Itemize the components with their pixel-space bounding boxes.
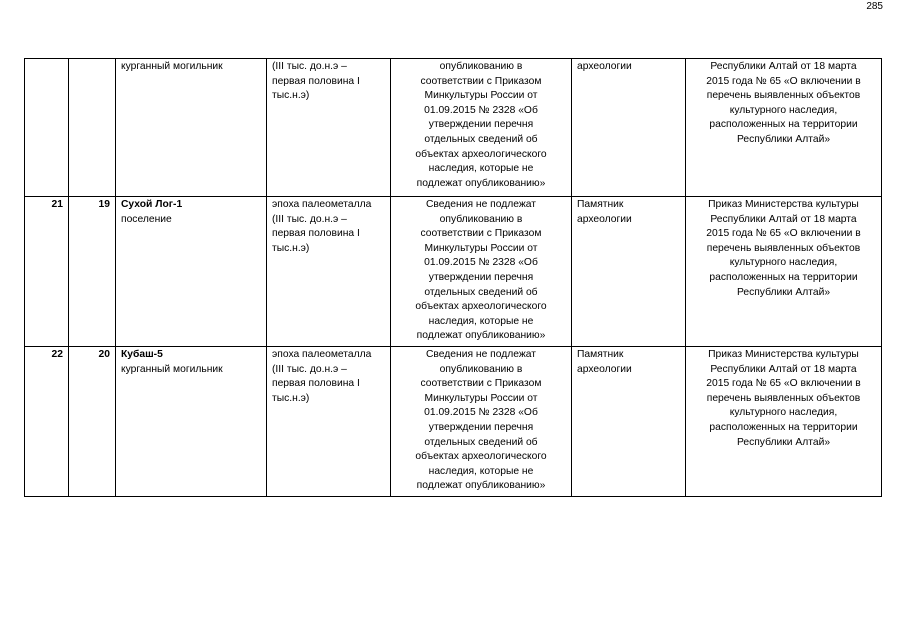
publication-cell: опубликованию в соответствии с Приказом Минкультуры России от 01.09.2015 № 2328 «Об утверждении перечня отдельных сведений об объектах археологического наследия, которые не подлежат опубликованию» bbox=[391, 59, 572, 197]
dating-cell: эпоха палеометалла (III тыс. до.н.э – первая половина I тыс.н.э) bbox=[267, 346, 391, 496]
document-cell: Приказ Министерства культуры Республики Алтай от 18 марта 2015 года № 65 «О включении в перечень выявленных объектов культурного наследия, расположенных на территории Республики Алтай» bbox=[686, 197, 882, 347]
document-cell: Приказ Министерства культуры Республики Алтай от 18 марта 2015 года № 65 «О включении в перечень выявленных объектов культурного наследия, расположенных на территории Республики Алтай» bbox=[686, 346, 882, 496]
object-name-cell bbox=[116, 346, 267, 496]
dating-cell: (III тыс. до.н.э – первая половина I тыс.н.э) bbox=[267, 59, 391, 197]
object-name-cell bbox=[116, 197, 267, 347]
object-name-cell bbox=[116, 59, 267, 197]
publication-cell: Сведения не подлежат опубликованию в соответствии с Приказом Минкультуры России от 01.09.2015 № 2328 «Об утверждении перечня отдельных сведений об объектах археологического наследия, которые не подлежат опубликованию» bbox=[391, 346, 572, 496]
table-row bbox=[25, 197, 882, 347]
publication-cell: Сведения не подлежат опубликованию в соответствии с Приказом Минкультуры России от 01.09.2015 № 2328 «Об утверждении перечня отдельных сведений об объектах археологического наследия, которые не подлежат опубликованию» bbox=[391, 197, 572, 347]
object-type: курганный могильник bbox=[121, 61, 223, 72]
category-cell: Памятник археологии bbox=[572, 197, 686, 347]
row-subnumber: 20 bbox=[69, 346, 116, 496]
row-subnumber bbox=[69, 59, 116, 197]
row-number: 22 bbox=[25, 346, 69, 496]
object-title: Кубаш-5 bbox=[121, 348, 163, 360]
dating-cell: эпоха палеометалла (III тыс. до.н.э – первая половина I тыс.н.э) bbox=[267, 197, 391, 347]
document-cell: Республики Алтай от 18 марта 2015 года № 65 «О включении в перечень выявленных объектов культурного наследия, расположенных на территории Республики Алтай» bbox=[686, 59, 882, 197]
object-title: Сухой Лог-1 bbox=[121, 199, 183, 210]
row-number: 21 bbox=[25, 197, 69, 347]
page-number: 285 bbox=[866, 1, 883, 12]
heritage-registry-table bbox=[24, 58, 882, 497]
row-number bbox=[25, 59, 69, 197]
category-cell: археологии bbox=[572, 59, 686, 197]
category-cell: Памятник археологии bbox=[572, 346, 686, 496]
object-type: курганный могильник bbox=[121, 363, 223, 375]
row-subnumber: 19 bbox=[69, 197, 116, 347]
table-row bbox=[25, 59, 882, 197]
table-row bbox=[25, 346, 882, 496]
object-type: поселение bbox=[121, 213, 172, 225]
